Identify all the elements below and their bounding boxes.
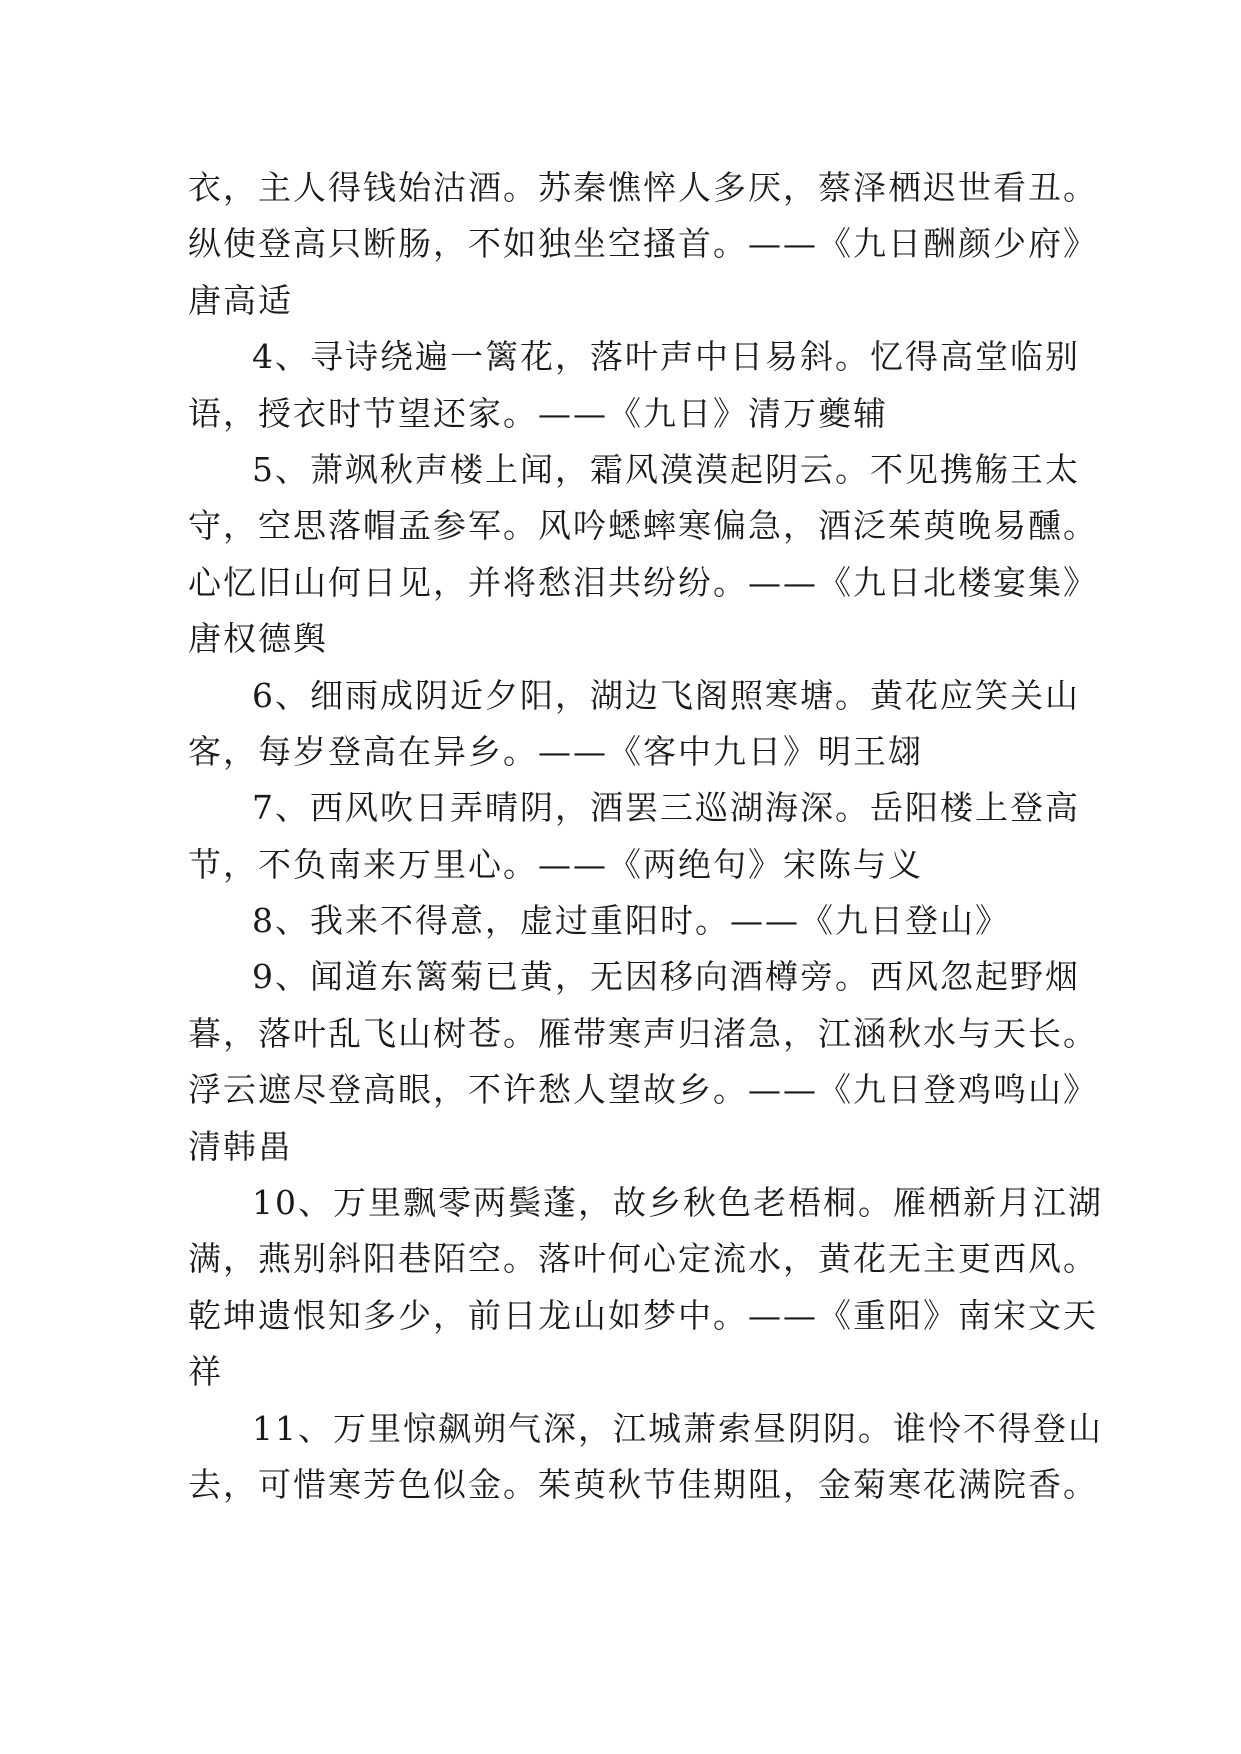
text-line: 唐高适 <box>188 280 293 320</box>
text-line: 衣，主人得钱始沽酒。苏秦憔悴人多厌，蔡泽栖迟世看丑。 <box>188 168 1098 207</box>
text-line: 纵使登高只断肠，不如独坐空搔首。——《九日酬颜少府》 <box>188 224 1098 264</box>
document-body <box>188 160 1103 1513</box>
text-line: 唐权德舆 <box>188 619 328 659</box>
text-line: 满，燕别斜阳巷陌空。落叶何心定流水，黄花无主更西风。 <box>188 1239 1098 1279</box>
text-line: 暮，落叶乱飞山树苍。雁带寒声归渚急，江涵秋水与天长。 <box>188 1013 1098 1053</box>
text-line: 清韩畕 <box>188 1126 293 1166</box>
text-line: 去，可惜寒芳色似金。茱萸秋节佳期阻，金菊寒花满院香。 <box>188 1464 1098 1504</box>
text-line: 10、万里飘零两鬓蓬，故乡秋色老梧桐。雁栖新月江湖 <box>252 1183 1103 1223</box>
text-line: 6、细雨成阴近夕阳，湖边飞阁照寒塘。黄花应笑关山 <box>252 675 1080 715</box>
text-line: 语，授衣时节望还家。——《九日》清万夔辅 <box>188 393 888 433</box>
text-line: 浮云遮尽登高眼，不许愁人望故乡。——《九日登鸡鸣山》 <box>188 1070 1098 1110</box>
text-line: 8、我来不得意，虚过重阳时。——《九日登山》 <box>252 901 1010 941</box>
text-line: 9、闻道东篱菊已黄，无因移向酒樽旁。西风忽起野烟 <box>252 957 1080 997</box>
text-line: 4、寻诗绕遍一篱花，落叶声中日易斜。忆得高堂临别 <box>252 337 1080 377</box>
text-line: 5、萧飒秋声楼上闻，霜风漠漠起阴云。不见携觞王太 <box>252 449 1080 489</box>
text-line: 客，每岁登高在异乡。——《客中九日》明王翃 <box>188 731 923 771</box>
text-line: 7、西风吹日弄晴阴，酒罢三巡湖海深。岳阳楼上登高 <box>252 788 1080 828</box>
text-line: 11、万里惊飙朔气深，江城萧索昼阴阴。谁怜不得登山 <box>252 1408 1103 1448</box>
text-line: 心忆旧山何日见，并将愁泪共纷纷。——《九日北楼宴集》 <box>188 562 1098 602</box>
text-line: 乾坤遗恨知多少，前日龙山如梦中。——《重阳》南宋文天 <box>188 1295 1098 1335</box>
text-line: 守，空思落帽孟参军。风吟蟋蟀寒偏急，酒泛茱萸晚易醺。 <box>188 506 1098 546</box>
text-line: 节，不负南来万里心。——《两绝句》宋陈与义 <box>188 844 923 884</box>
text-line: 祥 <box>188 1352 223 1392</box>
